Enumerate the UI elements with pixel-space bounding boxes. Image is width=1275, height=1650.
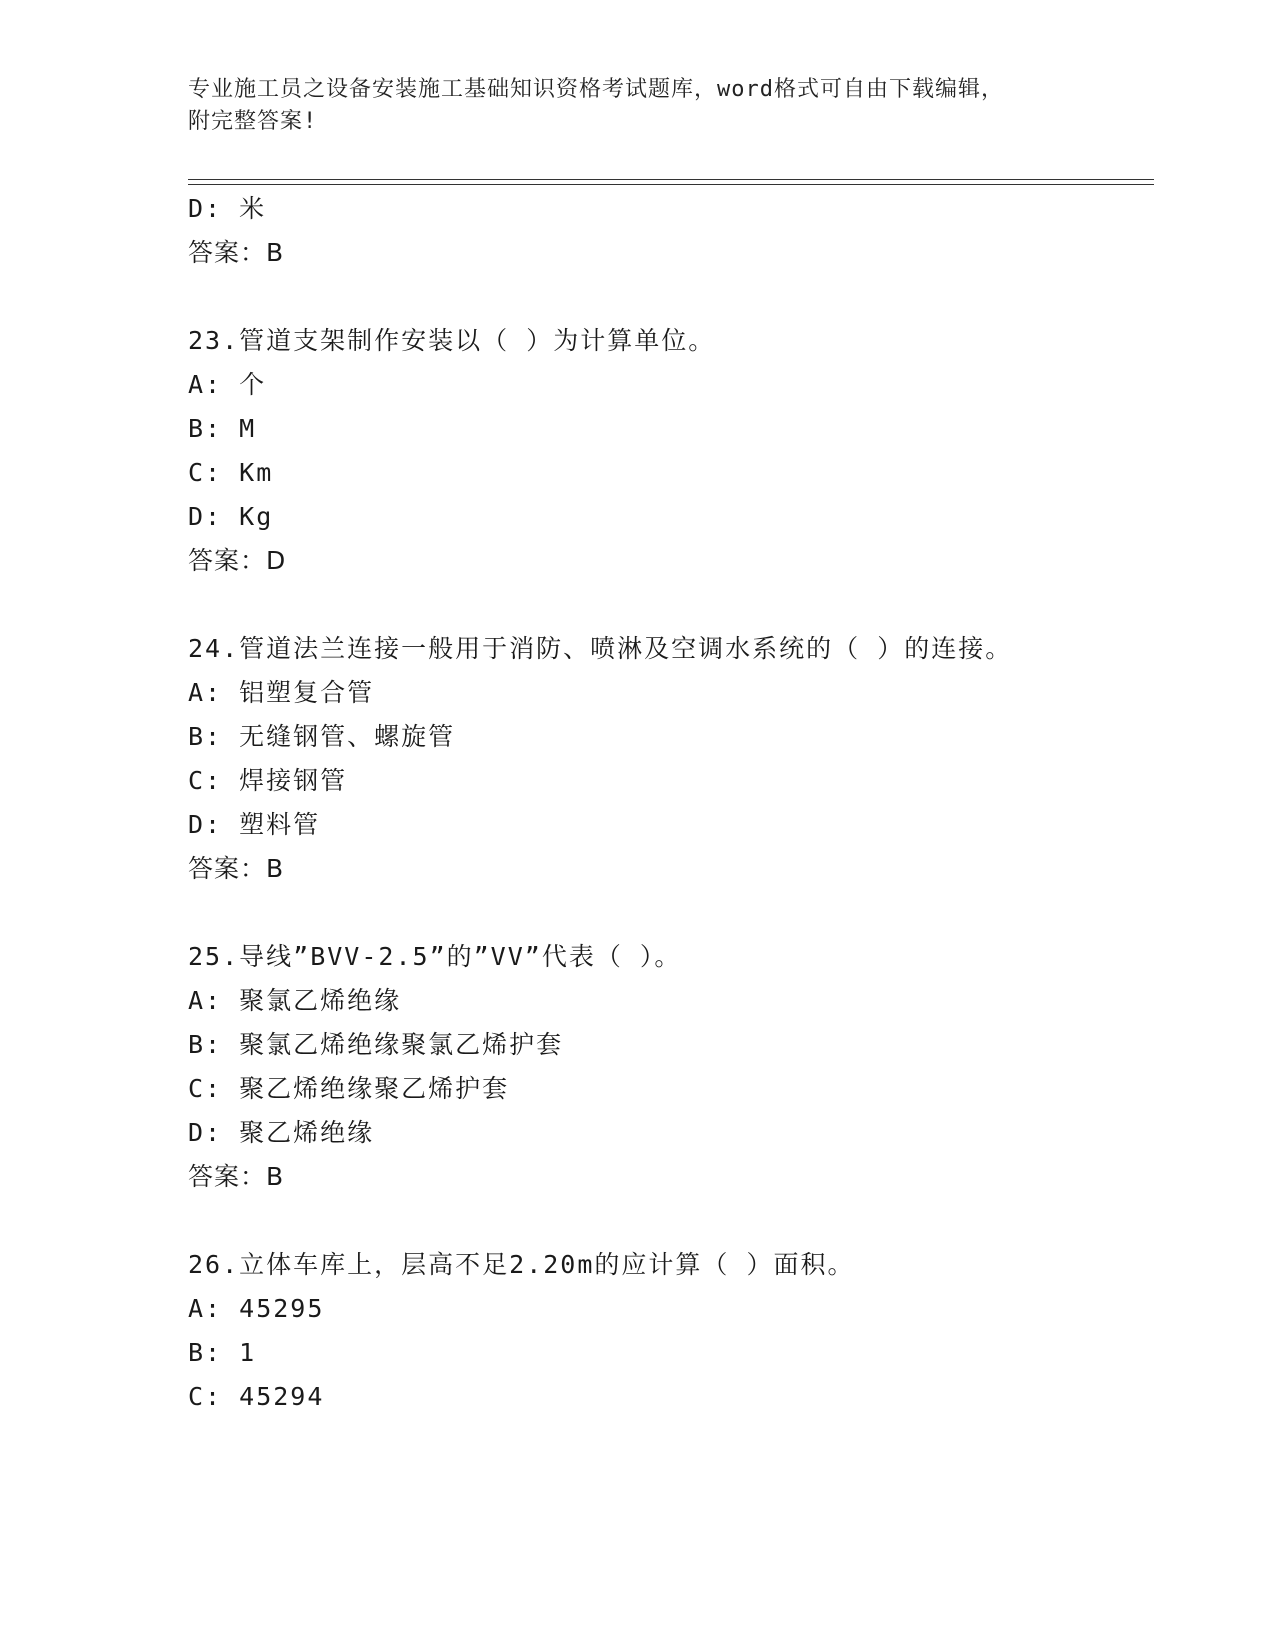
question-24-option-d: D: 塑料管 bbox=[188, 810, 321, 839]
question-24-option-c: C: 焊接钢管 bbox=[188, 766, 348, 795]
question-25-option-c: C: 聚乙烯绝缘聚乙烯护套 bbox=[188, 1074, 510, 1103]
header-divider-top bbox=[188, 179, 1154, 180]
prev-option-d: D: 米 bbox=[188, 194, 267, 223]
question-23-option-d: D: Kg bbox=[188, 502, 274, 531]
prev-answer: 答案：B bbox=[188, 238, 285, 267]
header-title-line1: 专业施工员之设备安装施工基础知识资格考试题库，word格式可自由下载编辑， bbox=[188, 77, 1004, 102]
question-24-option-b: B: 无缝钢管、螺旋管 bbox=[188, 722, 456, 751]
question-23-stem: 23.管道支架制作安装以（ ）为计算单位。 bbox=[188, 326, 716, 355]
question-23-answer: 答案：D bbox=[188, 546, 287, 575]
question-24-answer: 答案：B bbox=[188, 854, 285, 883]
question-25-answer: 答案：B bbox=[188, 1162, 285, 1191]
question-26-option-c: C: 45294 bbox=[188, 1382, 325, 1411]
question-25-option-d: D: 聚乙烯绝缘 bbox=[188, 1118, 375, 1147]
question-24-stem: 24.管道法兰连接一般用于消防、喷淋及空调水系统的（ ）的连接。 bbox=[188, 634, 1013, 663]
question-25-option-a: A: 聚氯乙烯绝缘 bbox=[188, 986, 402, 1015]
question-26-stem: 26.立体车库上，层高不足2.20m的应计算（ ）面积。 bbox=[188, 1250, 855, 1279]
question-23-option-b: B: M bbox=[188, 414, 257, 443]
question-24-option-a: A: 铝塑复合管 bbox=[188, 678, 375, 707]
question-25-option-b: B: 聚氯乙烯绝缘聚氯乙烯护套 bbox=[188, 1030, 564, 1059]
header-title-line2: 附完整答案! bbox=[188, 109, 318, 134]
header-divider-bottom bbox=[188, 184, 1154, 185]
question-23-option-a: A: 个 bbox=[188, 370, 267, 399]
question-26-option-a: A: 45295 bbox=[188, 1294, 325, 1323]
question-25-stem: 25.导线”BVV-2.5”的”VV”代表（ ）。 bbox=[188, 942, 682, 971]
question-26-option-b: B: 1 bbox=[188, 1338, 257, 1367]
question-23-option-c: C: Km bbox=[188, 458, 274, 487]
page-header bbox=[188, 74, 1088, 138]
